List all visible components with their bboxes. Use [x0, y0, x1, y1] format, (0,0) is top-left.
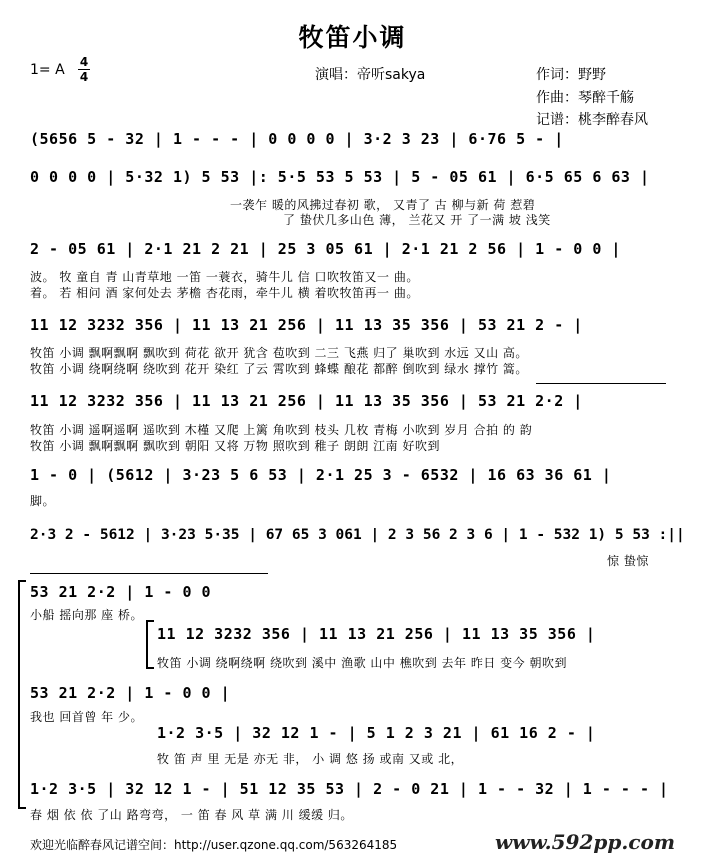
- lyric-line-9: 牧笛 小调 绕啊绕啊 绕吹到 溪中 渔歌 山中 樵吹到 去年 昨日 变今 朝吹到: [157, 656, 567, 670]
- notation-line-6: 1 - 0 | (5612 | 3·23 5 6 53 | 2·1 25 3 - 6532 | 16 63 36 61 |: [30, 466, 612, 484]
- lyric-line-11: 牧 笛 声 里 无是 亦无 非， 小 调 悠 扬 或南 又或 北，: [157, 752, 464, 766]
- lyricist-credit: 作词：野野: [536, 67, 606, 83]
- notation-line-10: 53 21 2·2 | 1 - 0 0 |: [30, 684, 231, 702]
- logo-text: www.592pp.com: [495, 830, 675, 854]
- site-logo: [495, 830, 675, 854]
- footer-text: 欢迎光临醉春风记谱空间：http://user.qzone.qq.com/563264185: [30, 838, 398, 852]
- lyric-line-12: 春 烟 依 依 了山 路弯弯， 一 笛 春 风 草 满 川 缓缓 归。: [30, 808, 353, 822]
- lyric-line-4a: 牧笛 小调 飘啊飘啊 飘吹到 荷花 欲开 犹含 苞吹到 二三 飞燕 归了 巢吹到 水远 又山 高。: [30, 346, 528, 360]
- key-signature: 1= A: [30, 62, 65, 78]
- notation-line-1: (5656 5 - 32 | 1 - - - | 0 0 0 0 | 3·2 3 23 | 6·76 5 - |: [30, 130, 564, 148]
- lyric-line-2b: 了 蛰伏几多山色 薄， 兰花又 开 了一满 坡 浅笑: [283, 213, 551, 227]
- transcriber-credit: 记谱：桃李醉春风: [536, 112, 648, 128]
- notation-line-4: 11 12 3232 356 | 11 13 21 256 | 11 13 35 356 | 53 21 2 - |: [30, 316, 583, 334]
- inner-bracket: [146, 620, 154, 669]
- lyric-line-6: 脚。: [30, 494, 56, 508]
- lyric-line-4b: 牧笛 小调 绕啊绕啊 绕吹到 花开 染红 了云 霄吹到 蜂蝶 酿花 都醉 倒吹到 绿水 撑竹 篙。: [30, 362, 528, 376]
- notation-line-3: 2 - 05 61 | 2·1 21 2 21 | 25 3 05 61 | 2·1 21 2 56 | 1 - 0 0 |: [30, 240, 621, 258]
- lyric-line-3b: 着。 若 相问 酒 家何处去 茅檐 杏花雨，牵牛儿 横 着吹牧笛再一 曲。: [30, 286, 419, 300]
- volta-bracket-2: [30, 573, 268, 574]
- lyric-line-7: 惊 蛰惊: [607, 554, 649, 568]
- notation-line-9: 11 12 3232 356 | 11 13 21 256 | 11 13 35 356 |: [157, 625, 596, 643]
- notation-line-5: 11 12 3232 356 | 11 13 21 256 | 11 13 35 356 | 53 21 2·2 |: [30, 392, 583, 410]
- volta-bracket: [536, 383, 666, 384]
- lyric-line-5b: 牧笛 小调 飘啊飘啊 飘吹到 朝阳 又将 万物 照吹到 稚子 朗朗 江南 好吹到: [30, 439, 440, 453]
- notation-line-2: 0 0 0 0 | 5·32 1) 5 53 |: 5·5 53 5 53 | 5 - 05 61 | 6·5 65 6 63 |: [30, 168, 650, 186]
- lyric-line-8: 小船 摇向那 座 桥。: [30, 608, 143, 622]
- song-title: 牧笛小调: [298, 23, 407, 52]
- system-bracket: [18, 580, 26, 809]
- lyric-line-3a: 波。 牧 童自 青 山青草地 一笛 一蓑衣，骑牛儿 信 口吹牧笛又一 曲。: [30, 270, 419, 284]
- composer-credit: 作曲：琴醉千觞: [536, 90, 634, 106]
- time-signature-top: 4: [79, 55, 89, 69]
- time-signature: [78, 56, 90, 83]
- singer-credit: 演唱：帝听sakya: [315, 67, 426, 83]
- lyric-line-10: 我也 回首曾 年 少。: [30, 710, 143, 724]
- notation-line-8: 53 21 2·2 | 1 - 0 0: [30, 583, 212, 601]
- time-signature-bottom: 4: [79, 70, 89, 84]
- notation-line-7: 2·3 2 - 5612 | 3·23 5·35 | 67 65 3 061 | 2 3 56 2 3 6 | 1 - 532 1) 5 53 :||: [30, 527, 685, 543]
- notation-line-11: 1·2 3·5 | 32 12 1 - | 5 1 2 3 21 | 61 16 2 - |: [157, 724, 596, 742]
- notation-line-12: 1·2 3·5 | 32 12 1 - | 51 12 35 53 | 2 - 0 21 | 1 - - 32 | 1 - - - |: [30, 780, 669, 798]
- lyric-line-2a: 一袭乍 暖的风拂过春初 歌， 又青了 古 柳与新 荷 惹碧: [230, 198, 536, 212]
- lyric-line-5a: 牧笛 小调 遥啊遥啊 遥吹到 木槿 又爬 上篱 角吹到 枝头 几枚 青梅 小吹到 岁月 合拍 的 韵: [30, 423, 533, 437]
